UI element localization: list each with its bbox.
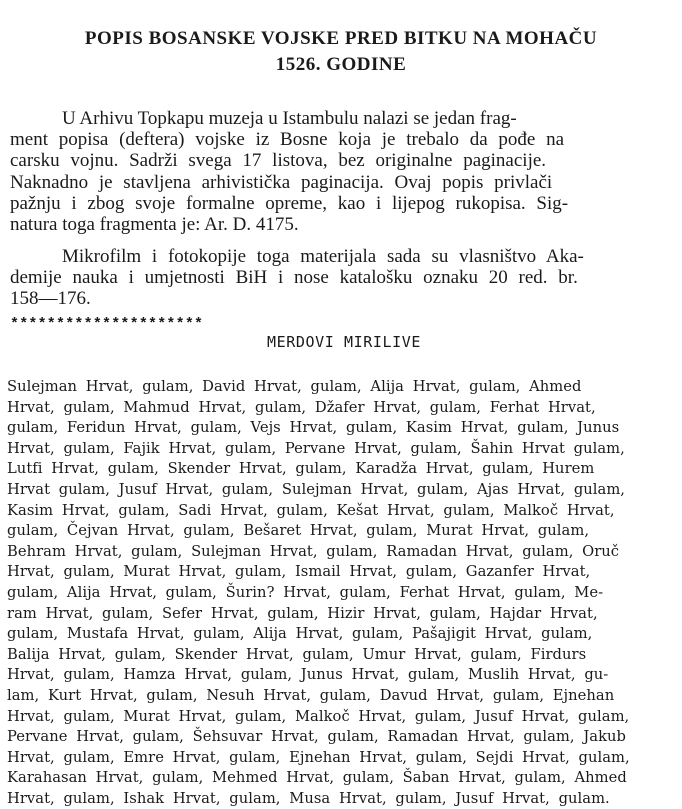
roster-line: Kasim Hrvat, gulam, Sadi Hrvat, gulam, Kešat Hrvat, gulam, Malkoč Hrvat, [7, 501, 615, 519]
roster-line: Hrvat, gulam, Murat Hrvat, gulam, Ismail Hrvat, gulam, Gazanfer Hrvat, [7, 563, 591, 581]
intro-line: pažnju i zbog svoje formalne opreme, kao i lijepog rukopisa. Sig- [10, 193, 569, 214]
roster-line: Hrvat gulam, Jusuf Hrvat, gulam, Sulejman Hrvat, gulam, Ajas Hrvat, gulam, [7, 481, 626, 498]
document-title-year: 1526. GODINE [275, 54, 407, 75]
roster-line: gulam, Mustafa Hrvat, gulam, Alija Hrvat, gulam, Pašajigit Hrvat, gulam, [7, 625, 593, 643]
roster-line: Hrvat, gulam, Hamza Hrvat, gulam, Junus Hrvat, gulam, Muslih Hrvat, gu- [7, 666, 609, 684]
intro-line: natura toga fragmenta je: Ar. D. 4175. [10, 214, 299, 235]
roster-line: Hrvat, gulam, Murat Hrvat, gulam, Malkoč Hrvat, gulam, Jusuf Hrvat, gulam, [7, 707, 630, 725]
roster-line: Pervane Hrvat, gulam, Šehsuvar Hrvat, gulam, Ramadan Hrvat, gulam, Jakub [7, 728, 627, 746]
roster-line: Hrvat, gulam, Emre Hrvat, gulam, Ejnehan Hrvat, gulam, Sejdi Hrvat, gulam, [7, 748, 630, 766]
roster-line: Hrvat, gulam, Mahmud Hrvat, gulam, Džafer Hrvat, gulam, Ferhat Hrvat, [7, 398, 596, 416]
section-heading: MERDOVI MIRILIVE [266, 333, 422, 351]
intro-line: ment popisa (deftera) vojske iz Bosne koja je trebalo da pođe na [10, 129, 565, 150]
roster-line: ram Hrvat, gulam, Sefer Hrvat, gulam, Hizir Hrvat, gulam, Hajdar Hrvat, [7, 604, 598, 622]
roster-line: gulam, Čejvan Hrvat, gulam, Bešaret Hrvat, gulam, Murat Hrvat, gulam, [7, 522, 590, 540]
roster-line: Behram Hrvat, gulam, Sulejman Hrvat, gulam, Ramadan Hrvat, gulam, Oruč [7, 542, 620, 560]
intro-line: U Arhivu Topkapu muzeja u Istambulu nalazi se jedan frag- [62, 108, 517, 129]
roster-line: Hrvat, gulam, Ishak Hrvat, gulam, Musa Hrvat, gulam, Jusuf Hrvat, gulam. [7, 790, 610, 807]
intro-line: carsku vojnu. Sadrži svega 17 listova, bez originalne paginacije. [10, 150, 547, 171]
roster-line: gulam, Alija Hrvat, gulam, Šurin? Hrvat, gulam, Ferhat Hrvat, gulam, Me- [7, 584, 604, 601]
roster-line: Karahasan Hrvat, gulam, Mehmed Hrvat, gulam, Šaban Hrvat, gulam, Ahmed [7, 769, 627, 787]
roster-line: Hrvat, gulam, Fajik Hrvat, gulam, Pervane Hrvat, gulam, Šahin Hrvat gulam, [7, 439, 625, 457]
document-title: POPIS BOSANSKE VOJSKE PRED BITKU NA MOHAČU [84, 28, 598, 49]
intro-line: demije nauka i umjetnosti BiH i nose katalošku oznaku 20 red. br. [10, 267, 578, 288]
roster-line: Lutfi Hrvat, gulam, Skender Hrvat, gulam, Karadža Hrvat, gulam, Hurem [7, 460, 595, 478]
roster-line: Sulejman Hrvat, gulam, David Hrvat, gulam, Alija Hrvat, gulam, Ahmed [7, 378, 582, 395]
intro-line: 158—176. [10, 288, 91, 309]
intro-line: Mikrofilm i fotokopije toga materijala sada su vlasništvo Aka- [62, 246, 584, 267]
intro-line: Naknadno je stavljena arhivistička paginacija. Ovaj popis privlači [10, 172, 553, 193]
separator-stars: ********************* [10, 316, 204, 333]
roster-line: gulam, Feridun Hrvat, gulam, Vejs Hrvat, gulam, Kasim Hrvat, gulam, Junus [7, 419, 620, 437]
roster-line: lam, Kurt Hrvat, gulam, Nesuh Hrvat, gulam, Davud Hrvat, gulam, Ejnehan [7, 687, 615, 704]
roster-line: Balija Hrvat, gulam, Skender Hrvat, gulam, Umur Hrvat, gulam, Firdurs [7, 645, 587, 663]
